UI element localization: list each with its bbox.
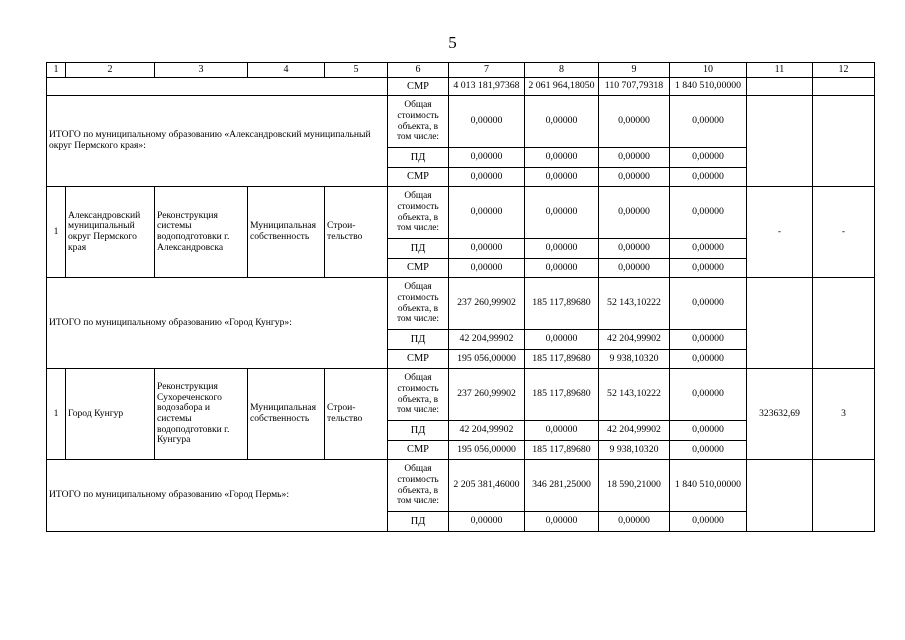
value-cell: 52 143,10222 <box>599 369 670 421</box>
municipality-cell: Александровский муниципальный округ Пермского края <box>66 187 155 278</box>
row-label-pd: ПД <box>388 421 449 441</box>
value-cell: 0,00000 <box>670 168 747 187</box>
value-cell: 0,00000 <box>449 187 525 239</box>
value-cell: 0,00000 <box>670 187 747 239</box>
row-label-total-cost: Общая стоимость объекта, в том числе: <box>388 187 449 239</box>
value-cell: 110 707,79318 <box>599 78 670 96</box>
row-label-smr: СМР <box>388 350 449 369</box>
value-cell: 346 281,25000 <box>525 460 599 512</box>
table-row <box>47 278 875 330</box>
column-header: 4 <box>248 63 325 78</box>
investment-table <box>46 62 875 532</box>
value-cell: 0,00000 <box>525 512 599 532</box>
value-cell: 1 840 510,00000 <box>670 78 747 96</box>
row-label-smr: СМР <box>388 168 449 187</box>
total-title-alexandrovsky: ИТОГО по муниципальному образованию «Александровский муниципальный округ Пермского края»: <box>47 96 388 187</box>
value-cell: 9 938,10320 <box>599 350 670 369</box>
empty-cell <box>813 96 875 187</box>
value-cell: 185 117,89680 <box>525 278 599 330</box>
value-cell: 2 061 964,18050 <box>525 78 599 96</box>
value-cell: 0,00000 <box>670 441 747 460</box>
work-type-cell: Строи-тельство <box>325 187 388 278</box>
table-row <box>47 369 875 421</box>
empty-cell <box>747 460 813 532</box>
value-cell: 0,00000 <box>449 168 525 187</box>
empty-cell <box>47 78 388 96</box>
value-cell: 0,00000 <box>599 239 670 259</box>
value-cell: 0,00000 <box>670 96 747 148</box>
column-header-row <box>47 63 875 78</box>
value-cell: 0,00000 <box>670 421 747 441</box>
column-header: 12 <box>813 63 875 78</box>
object-name-cell: Реконструкция системы водоподготовки г. Александровска <box>155 187 248 278</box>
row-label-total-cost: Общая стоимость объекта, в том числе: <box>388 278 449 330</box>
column-header: 9 <box>599 63 670 78</box>
capacity-cell: 323632,69 <box>747 369 813 460</box>
empty-cell <box>813 78 875 96</box>
table-row <box>47 187 875 239</box>
row-label-smr: СМР <box>388 441 449 460</box>
value-cell: 2 205 381,46000 <box>449 460 525 512</box>
value-cell: 0,00000 <box>599 259 670 278</box>
column-header: 8 <box>525 63 599 78</box>
value-cell: 0,00000 <box>670 350 747 369</box>
value-cell: 0,00000 <box>449 512 525 532</box>
value-cell: 0,00000 <box>670 259 747 278</box>
value-cell: 0,00000 <box>670 369 747 421</box>
value-cell: 195 056,00000 <box>449 350 525 369</box>
row-label-pd: ПД <box>388 239 449 259</box>
value-cell: 4 013 181,97368 <box>449 78 525 96</box>
value-cell: 0,00000 <box>449 148 525 168</box>
column-header: 3 <box>155 63 248 78</box>
value-cell: 0,00000 <box>670 239 747 259</box>
value-cell: 0,00000 <box>525 96 599 148</box>
capacity-cell: - <box>747 187 813 278</box>
value-cell: 185 117,89680 <box>525 441 599 460</box>
value-cell: 0,00000 <box>525 421 599 441</box>
row-number: 1 <box>47 187 66 278</box>
value-cell: 42 204,99902 <box>449 330 525 350</box>
work-type-cell: Строи-тельство <box>325 369 388 460</box>
ownership-cell: Муниципальная собственность <box>248 187 325 278</box>
value-cell: 0,00000 <box>525 168 599 187</box>
value-cell: 237 260,99902 <box>449 369 525 421</box>
row-label-pd: ПД <box>388 330 449 350</box>
empty-cell <box>747 278 813 369</box>
empty-cell <box>813 278 875 369</box>
count-cell: 3 <box>813 369 875 460</box>
value-cell: 9 938,10320 <box>599 441 670 460</box>
empty-cell <box>813 460 875 532</box>
column-header: 2 <box>66 63 155 78</box>
value-cell: 42 204,99902 <box>449 421 525 441</box>
value-cell: 0,00000 <box>599 187 670 239</box>
empty-cell <box>747 78 813 96</box>
value-cell: 0,00000 <box>670 330 747 350</box>
row-label-pd: ПД <box>388 512 449 532</box>
value-cell: 18 590,21000 <box>599 460 670 512</box>
object-name-cell: Реконструкция Сухореченского водозабора и системы водоподготовки г. Кунгура <box>155 369 248 460</box>
column-header: 10 <box>670 63 747 78</box>
value-cell: 0,00000 <box>599 512 670 532</box>
value-cell: 185 117,89680 <box>525 350 599 369</box>
value-cell: 0,00000 <box>525 148 599 168</box>
table-row <box>47 96 875 148</box>
row-number: 1 <box>47 369 66 460</box>
value-cell: 0,00000 <box>670 278 747 330</box>
value-cell: 0,00000 <box>449 239 525 259</box>
ownership-cell: Муниципальная собственность <box>248 369 325 460</box>
count-cell: - <box>813 187 875 278</box>
column-header: 11 <box>747 63 813 78</box>
table-row <box>47 78 875 96</box>
value-cell: 0,00000 <box>449 259 525 278</box>
column-header: 5 <box>325 63 388 78</box>
page-number: 5 <box>448 33 457 52</box>
value-cell: 0,00000 <box>670 512 747 532</box>
value-cell: 0,00000 <box>525 259 599 278</box>
value-cell: 0,00000 <box>525 187 599 239</box>
value-cell: 237 260,99902 <box>449 278 525 330</box>
total-title-perm: ИТОГО по муниципальному образованию «Город Пермь»: <box>47 460 388 532</box>
value-cell: 195 056,00000 <box>449 441 525 460</box>
value-cell: 0,00000 <box>449 96 525 148</box>
row-label-total-cost: Общая стоимость объекта, в том числе: <box>388 460 449 512</box>
row-label-smr: СМР <box>388 78 449 96</box>
value-cell: 1 840 510,00000 <box>670 460 747 512</box>
empty-cell <box>747 96 813 187</box>
value-cell: 0,00000 <box>599 168 670 187</box>
value-cell: 52 143,10222 <box>599 278 670 330</box>
column-header: 7 <box>449 63 525 78</box>
value-cell: 0,00000 <box>525 239 599 259</box>
column-header: 6 <box>388 63 449 78</box>
value-cell: 0,00000 <box>670 148 747 168</box>
value-cell: 0,00000 <box>525 330 599 350</box>
row-label-total-cost: Общая стоимость объекта, в том числе: <box>388 369 449 421</box>
value-cell: 42 204,99902 <box>599 421 670 441</box>
value-cell: 0,00000 <box>599 96 670 148</box>
column-header: 1 <box>47 63 66 78</box>
row-label-pd: ПД <box>388 148 449 168</box>
table-row <box>47 460 875 512</box>
value-cell: 0,00000 <box>599 148 670 168</box>
row-label-smr: СМР <box>388 259 449 278</box>
value-cell: 42 204,99902 <box>599 330 670 350</box>
value-cell: 185 117,89680 <box>525 369 599 421</box>
row-label-total-cost: Общая стоимость объекта, в том числе: <box>388 96 449 148</box>
total-title-kungur: ИТОГО по муниципальному образованию «Город Кунгур»: <box>47 278 388 369</box>
municipality-cell: Город Кунгур <box>66 369 155 460</box>
